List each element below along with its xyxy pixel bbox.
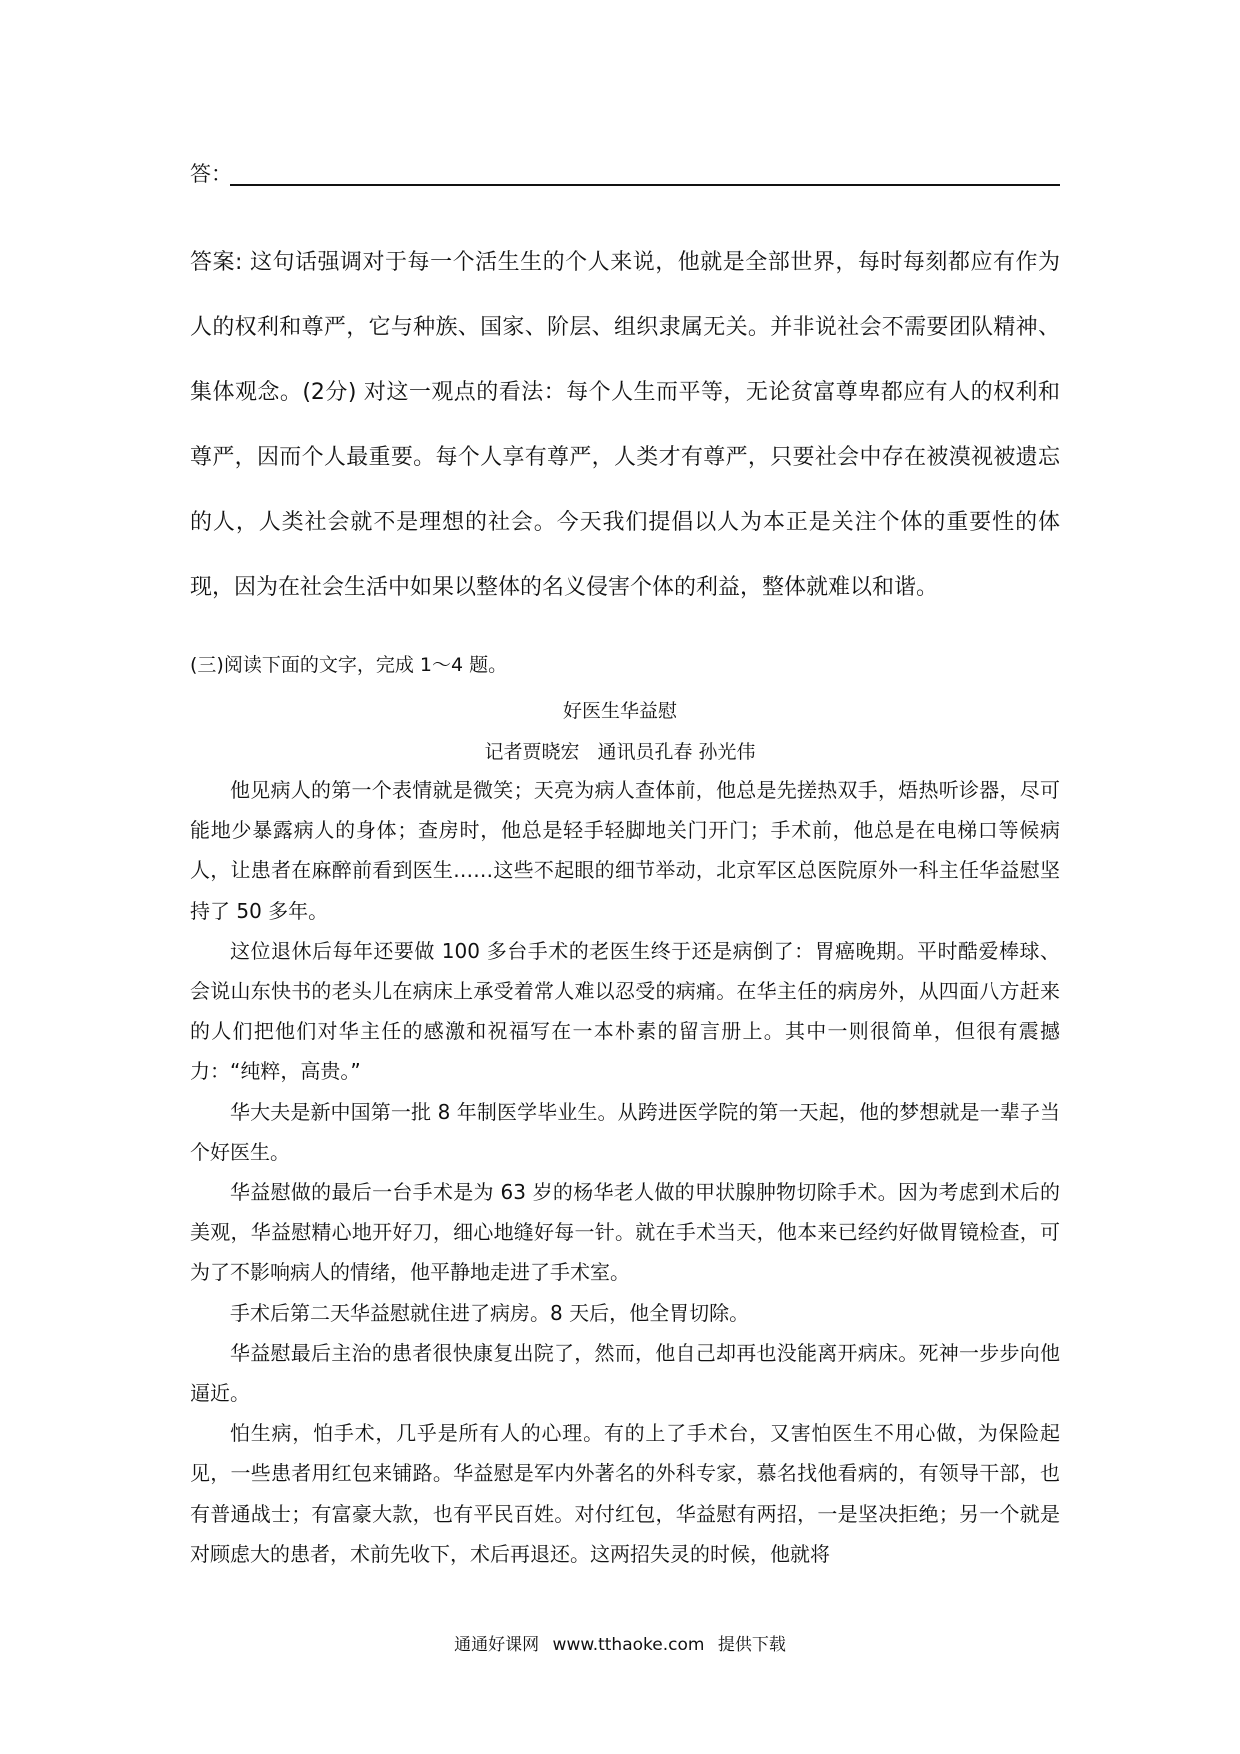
footer-site-name: 通通好课网 [454,1635,540,1655]
article-body [190,770,1060,1574]
article-paragraph: 手术后第二天华益慰就住进了病房。8 天后，他全胃切除。 [230,1300,750,1325]
answer-prompt: 答： [190,162,232,186]
article-paragraph: 华益慰最后主治的患者很快康复出院了，然而，他自己却再也没能离开病床。死神一步步向他逼近。 [190,1340,1060,1406]
article-paragraph: 华益慰做的最后一台手术是为 63 岁的杨华老人做的甲状腺肿物切除手术。因为考虑到术后的美观，华益慰精心地开好刀，细心地缝好每一针。就在手术当天，他本来已经约好做胃镜检查，可为了不影响病人的情绪，他平静地走进了手术室。 [190,1180,1060,1285]
footer-note: 提供下载 [717,1635,786,1655]
answer-explanation [190,230,1060,620]
section-heading: (三)阅读下面的文字，完成 1～4 题。 [190,654,508,676]
article-paragraph: 华大夫是新中国第一批 8 年制医学毕业生。从跨进医学院的第一天起，他的梦想就是一辈子当个好医生。 [190,1099,1060,1164]
article-paragraph: 怕生病，怕手术，几乎是所有人的心理。有的上了手术台，又害怕医生不用心做，为保险起见，一些患者用红包来铺路。华益慰是军内外著名的外科专家，慕名找他看病的，有领导干部，也有普通战士；有富豪大款，也有平民百姓。对付红包，华益慰有两招，一是坚决拒绝；另一个就是对顾虑大的患者，术前先收下，术后再退还。这两招失灵的时候，他就将 [190,1421,1060,1566]
answer-line [190,152,1060,192]
article-paragraph: 这位退休后每年还要做 100 多台手术的老医生终于还是病倒了：胃癌晚期。平时酷爱棒球、会说山东快书的老头儿在病床上承受着常人难以忍受的病痛。在华主任的病房外，从四面八方赶来的人们把他们对华主任的感激和祝福写在一本朴素的留言册上。其中一则很简单，但很有震撼力：“纯粹，高贵。” [190,938,1060,1084]
article-paragraph: 他见病人的第一个表情就是微笑；天亮为病人查体前，他总是先搓热双手，焐热听诊器，尽可能地少暴露病人的身体；查房时，他总是轻手轻脚地关门开门；手术前，他总是在电梯口等候病人，让患者在麻醉前看到医生……这些不起眼的细节举动，北京军区总医院原外一科主任华益慰坚持了 50 多年。 [190,778,1060,923]
byline-reporter: 记者贾晓宏 [484,741,580,763]
footer-url: www.tthaoke.com [552,1635,705,1655]
page-footer [0,1630,1240,1655]
answer-blank-rule [230,184,1060,186]
byline-correspondents: 通讯员孔春 孙光伟 [597,741,756,763]
answer-text: 答案: 这句话强调对于每一个活生生的个人来说，他就是全部世界，每时每刻都应有作为人的权利和尊严，它与种族、国家、阶层、组织隶属无关。并非说社会不需要团队精神、集体观念。(2分) 对这一观点的看法：每个人生而平等，无论贫富尊卑都应有人的权利和尊严，因而个人最重要。每个人享有尊严，人类才有尊严，只要社会中存在被漠视被遗忘的人，人类社会就不是理想的社会。今天我们提倡以人为本正是关注个体的重要性的体现，因为在社会生活中如果以整体的名义侵害个体的利益，整体就难以和谐。 [190,250,1060,600]
article-byline [0,737,1240,764]
article-title: 好医生华益慰 [562,700,677,722]
